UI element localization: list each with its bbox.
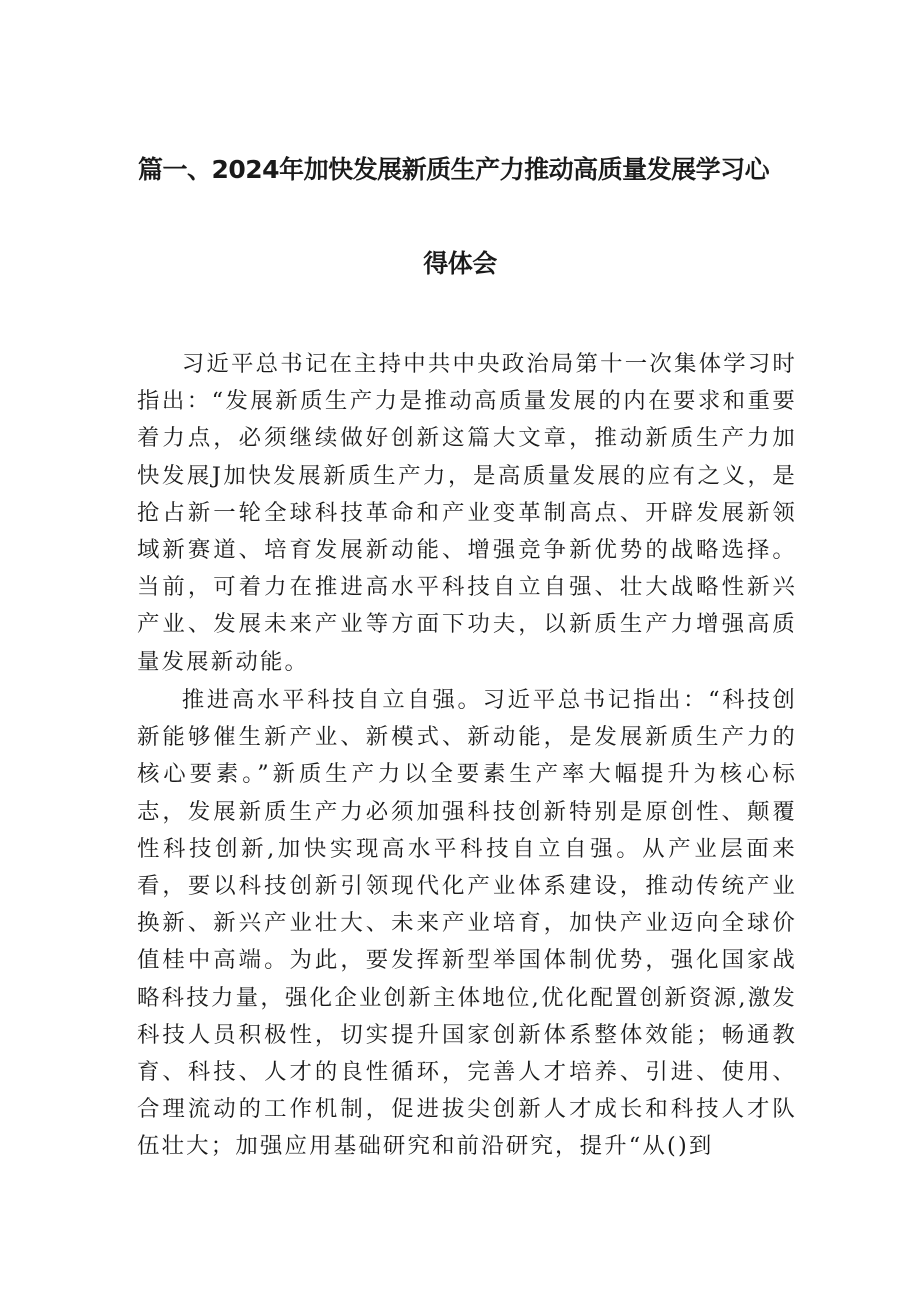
paragraph-tech-self-reliance	[137, 682, 797, 1166]
paragraph-text: 习近平总书记在主持中共中央政治局第十一次集体学习时指出：“发展新质生产力是推动高质量发展的内在要求和重要着力点，必须继续做好创新这篇大文章，推动新质生产力加快发展J加快发展新质生产力，是高质量发展的应有之义，是抢占新一轮全球科技革命和产业变革制高点、开辟发展新领域新赛道、培育发展新动能、增强竞争新优势的战略选择。当前，可着力在推进高水平科技自立自强、壮大战略性新兴产业、发展未来产业等方面下功夫，以新质生产力增强高质量发展新动能。	[137, 351, 797, 675]
document-title-continued: 得体会	[423, 249, 497, 278]
document-title: 篇一、2024年加快发展新质生产力推动高质量发展学习心	[138, 155, 770, 184]
paragraph-text: 推进高水平科技自立自强。习近平总书记指出：“科技创新能够催生新产业、新模式、新动能，是发展新质生产力的核心要素。”新质生产力以全要素生产率大幅提升为核心标志，发展新质生产力必须加强科技创新特别是原创性、颠覆性科技创新,加快实现高水平科技自立自强。从产业层面来看，要以科技创新引领现代化产业体系建设，推动传统产业换新、新兴产业壮大、未来产业培育，加快产业迈向全球价值桂中高端。为此，要发挥新型举国体制优势，强化国家战略科技力量，强化企业创新主体地位,优化配置创新资源,激发科技人员积极性，切实提升国家创新体系整体效能；畅通教育、科技、人才的良性循环，完善人才培养、引进、使用、合理流动的工作机制，促进拔尖创新人才成长和科技人才队伍壮大；加强应用基础研究和前沿研究，提升“从()到	[137, 687, 797, 1160]
paragraph-intro	[137, 346, 797, 681]
